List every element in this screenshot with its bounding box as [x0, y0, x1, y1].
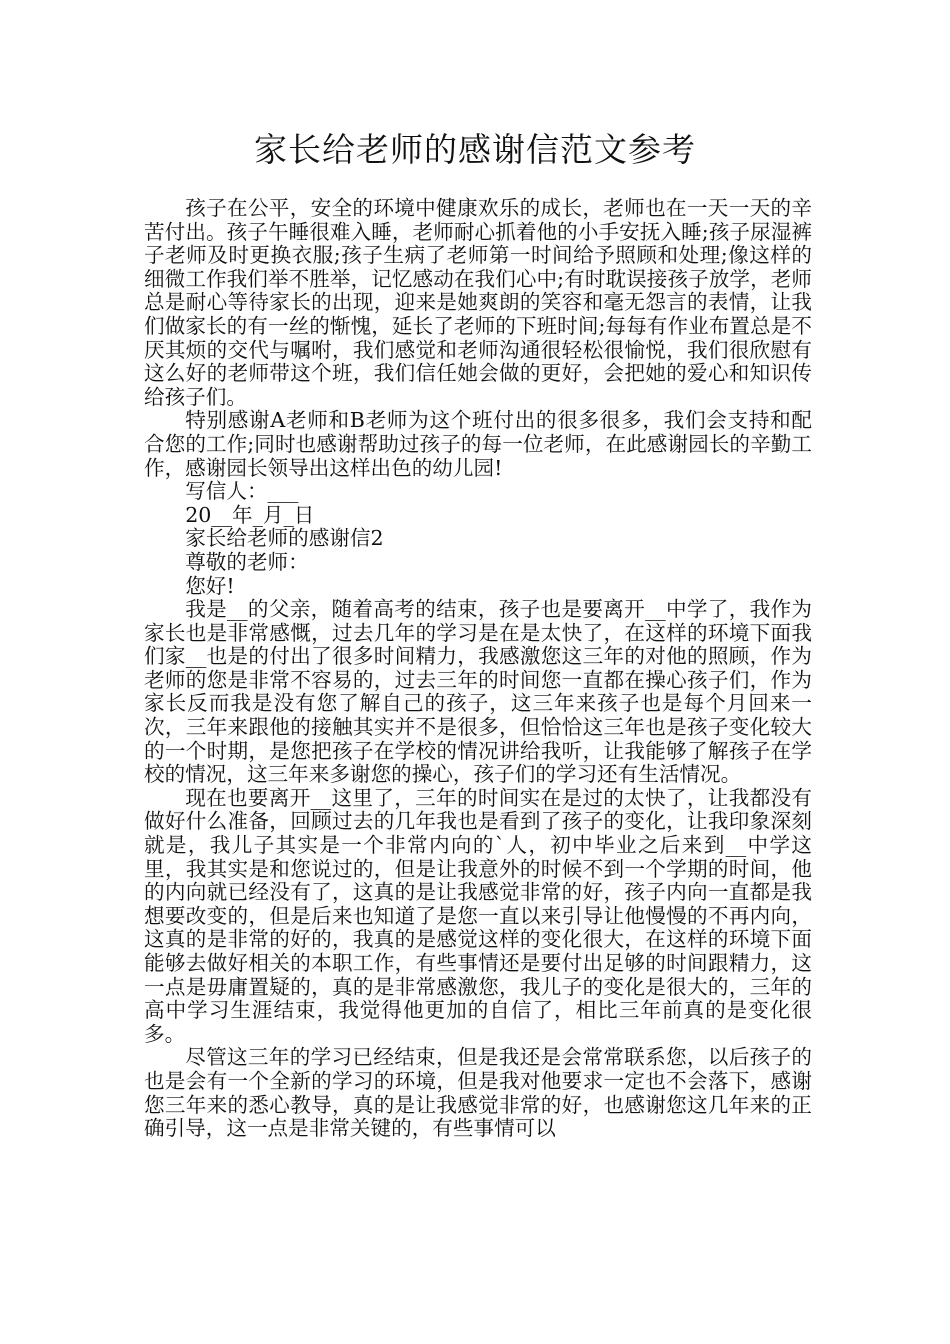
paragraph-future-contact: 尽管这三年的学习已经结束，但是我还是会常常联系您，以后孩子的也是会有一个全新的学习的环境，但是我对他要求一定也不会落下，感谢您三年来的悉心教导，真的是让我感觉非常的好，也感谢您这几年来的正确引导，这一点是非常关键的，有些事情可以: [144, 1045, 812, 1141]
letter-body: [144, 197, 812, 1141]
greeting: 您好!: [185, 573, 235, 598]
paragraph-father-intro: 我是__的父亲，随着高考的结束，孩子也是要离开__中学了，我作为家长也是非常感慨，过去几年的学习是在是太快了，在这样的环境下面我们家__也是的付出了很多时间精力，我感激您这三年的对他的照顾，作为老师的您是非常不容易的，过去三年的时间您一直都在操心孩子们，作为家长反而我是没有您了解自己的孩子，这三年来孩子也是每个月回来一次，三年来跟他的接触其实并不是很多，但恰恰这三年也是孩子变化较大的一个时期，是您把孩子在学校的情况讲给我听，让我能够了解孩子在学校的情况，这三年来多谢您的操心，孩子们的学习还有生活情况。: [144, 597, 812, 787]
document-title: 家长给老师的感谢信范文参考: [254, 130, 696, 169]
second-letter-heading: 家长给老师的感谢信2: [185, 526, 384, 551]
signature-line: 写信人：___: [185, 479, 299, 504]
salutation: 尊敬的老师：: [185, 549, 309, 574]
paragraph-teacher-care: 孩子在公平，安全的环境中健康欢乐的成长，老师也在一天一天的辛苦付出。孩子午睡很难入睡，老师耐心抓着他的小手安抚入睡;孩子尿湿裤子老师及时更换衣服;孩子生病了老师第一时间给予照顾和处理;像这样的细微工作我们举不胜举，记忆感动在我们心中;有时耽误接孩子放学，老师总是耐心等待家长的出现，迎来是她爽朗的笑容和毫无怨言的表情，让我们做家长的有一丝的惭愧，延长了老师的下班时间;每每有作业布置总是不厌其烦的交代与嘱咐，我们感觉和老师沟通很轻松很愉悦，我们很欣慰有这么好的老师带这个班，我们信任她会做的更好，会把她的爱心和知识传给孩子们。: [144, 196, 812, 409]
paragraph-special-thanks: 特别感谢A老师和B老师为这个班付出的很多很多，我们会支持和配合您的工作;同时也感谢帮助过孩子的每一位老师，在此感谢园长的辛勤工作，感谢园长领导出这样出色的幼儿园!: [144, 408, 812, 480]
paragraph-son-change: 现在也要离开__这里了，三年的时间实在是过的太快了，让我都没有做好什么准备，回顾过去的几年我也是看到了孩子的变化，让我印象深刻就是，我儿子其实是一个非常内向的`人，初中毕业之后来到__中学这里，我其实是和您说过的，但是让我意外的时候不到一个学期的时间，他的内向就已经没有了，这真的是让我感觉非常的好，孩子内向一直都是我想要改变的，但是后来也知道了是您一直以来引导让他慢慢的不再内向，这真的是非常的好的，我真的是感觉这样的变化很大，在这样的环境下面能够去做好相关的本职工作，有些事情还是要付出足够的时间跟精力，这一点是毋庸置疑的，真的是非常感激您，我儿子的变化是很大的，三年的高中学习生涯结束，我觉得他更加的自信了，相比三年前真的是变化很多。: [144, 785, 812, 1046]
date-line: 20__年_月_日: [185, 502, 315, 527]
